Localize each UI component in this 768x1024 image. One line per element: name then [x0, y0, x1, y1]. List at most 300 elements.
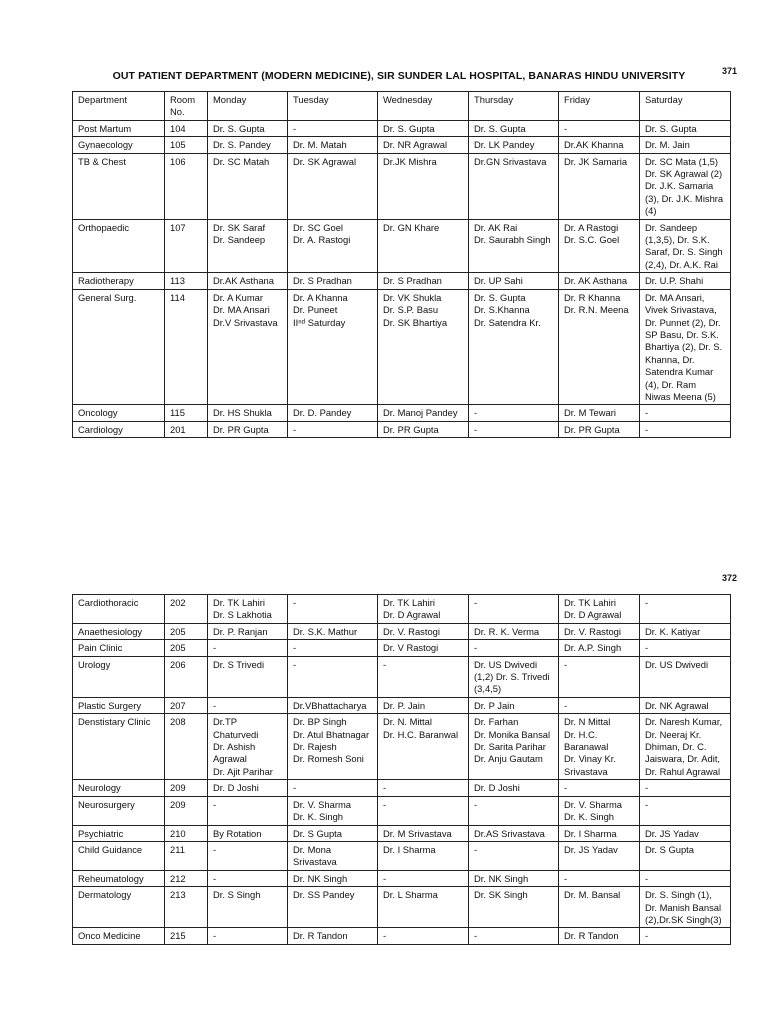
- cell-text: SP Basu, Dr. S.K.: [645, 328, 719, 340]
- cell-text: Cardiology: [78, 423, 123, 435]
- cell-text: -: [213, 930, 217, 942]
- cell-text: -: [645, 930, 649, 942]
- cell-text: Dr. N Mittal: [564, 716, 611, 728]
- cell-text: Friday: [564, 94, 591, 105]
- table-row: [73, 289, 731, 405]
- cell-wednesday: [378, 421, 469, 437]
- cell-tuesday: [288, 120, 378, 136]
- cell-wednesday: [378, 405, 469, 421]
- cell-friday: [559, 714, 640, 780]
- cell-tuesday: [288, 870, 378, 886]
- cell-text: Dr. NK Singh: [293, 872, 348, 884]
- cell-text: Dr. N. Mittal: [383, 716, 432, 728]
- cell-wednesday: [378, 273, 469, 289]
- cell-text: (2),Dr.SK Singh(3): [645, 913, 722, 925]
- cell-room: [165, 595, 208, 624]
- cell-text: (3), Dr. J.K. Mishra: [645, 192, 724, 204]
- cell-thursday: [469, 887, 559, 928]
- cell-department: [73, 870, 165, 886]
- cell-text: -: [293, 122, 297, 134]
- cell-text: Dr.VBhattacharya: [293, 699, 367, 711]
- cell-friday: [559, 825, 640, 841]
- cell-text: Reheumatology: [78, 872, 144, 884]
- cell-saturday: [640, 640, 731, 656]
- cell-text: Dr. Saurabh Singh: [474, 234, 551, 246]
- cell-monday: [208, 153, 288, 219]
- table-row: [73, 796, 731, 825]
- cell-text: Dr. VK Shukla: [383, 291, 442, 303]
- cell-text: Dr.V Srivastava: [213, 316, 278, 328]
- cell-wednesday: [378, 928, 469, 944]
- cell-thursday: [469, 796, 559, 825]
- cell-saturday: [640, 697, 731, 713]
- cell-department: [73, 405, 165, 421]
- cell-text: Dr. S.C. Goel: [564, 234, 620, 246]
- cell-room: [165, 623, 208, 639]
- table-row: [73, 623, 731, 639]
- cell-text: Dr. Sarita Parihar: [474, 741, 546, 753]
- cell-text: Dr. H.C. Baranwal: [383, 728, 459, 740]
- cell-text: -: [213, 843, 217, 855]
- cell-saturday: [640, 289, 731, 405]
- cell-text: Dr. SK Agrawal (2): [645, 168, 723, 180]
- cell-text: Dr. R Tandon: [564, 930, 619, 942]
- cell-text: Dr. US Dwivedi: [645, 658, 709, 670]
- cell-text: -: [564, 658, 568, 670]
- cell-tuesday: [288, 697, 378, 713]
- cell-text: Bhartiya (2), Dr. S.: [645, 341, 723, 353]
- cell-department: [73, 137, 165, 153]
- cell-text: Dr. V. Sharma: [293, 798, 352, 810]
- cell-text: Dr. NR Agrawal: [383, 139, 448, 151]
- cell-department: [73, 219, 165, 273]
- cell-thursday: [469, 841, 559, 870]
- cell-tuesday: [288, 421, 378, 437]
- table-row: [73, 273, 731, 289]
- cell-department: [73, 780, 165, 796]
- cell-text: Dr. Manish Bansal: [645, 901, 722, 913]
- cell-text: Dr. S. Gupta: [645, 122, 697, 134]
- table-row: [73, 841, 731, 870]
- cell-text: Dr. S Pradhan: [293, 275, 352, 287]
- cell-text: Dr. SC Matah: [213, 155, 270, 167]
- cell-text: Dr. Punnet (2), Dr.: [645, 316, 721, 328]
- cell-monday: [208, 137, 288, 153]
- cell-text: -: [474, 843, 478, 855]
- table-row: [73, 928, 731, 944]
- cell-room: [165, 405, 208, 421]
- cell-saturday: [640, 120, 731, 136]
- cell-friday: [559, 120, 640, 136]
- table-row: [73, 780, 731, 796]
- cell-text: Cardiothoracic: [78, 597, 139, 608]
- cell-text: Dr. M. Matah: [293, 139, 347, 151]
- cell-friday: [559, 656, 640, 697]
- cell-text: Tuesday: [293, 94, 329, 105]
- cell-monday: [208, 780, 288, 796]
- cell-text: Dr. Rahul Agrawal: [645, 765, 721, 777]
- cell-saturday: [640, 219, 731, 273]
- cell-friday: [559, 289, 640, 405]
- cell-department: [73, 421, 165, 437]
- cell-saturday: [640, 780, 731, 796]
- cell-text: -: [564, 872, 568, 884]
- table-row: [73, 219, 731, 273]
- cell-text: Dr. JS Yadav: [645, 827, 699, 839]
- cell-department: [73, 841, 165, 870]
- cell-department: [73, 623, 165, 639]
- cell-friday: [559, 421, 640, 437]
- cell-monday: [208, 421, 288, 437]
- cell-wednesday: [378, 841, 469, 870]
- cell-text: Dr. R Khanna: [564, 291, 621, 303]
- cell-text: Dr. R Tandon: [293, 930, 348, 942]
- cell-text: -: [645, 423, 649, 435]
- table-row: [73, 153, 731, 219]
- cell-room: [165, 870, 208, 886]
- cell-tuesday: [288, 714, 378, 780]
- cell-text: Oncology: [78, 407, 118, 419]
- cell-text: Dr. A Kumar: [213, 291, 264, 303]
- cell-text: Dr. D Agrawal: [383, 609, 441, 621]
- cell-text: Dr. D. Pandey: [293, 407, 352, 419]
- cell-tuesday: [288, 92, 378, 121]
- cell-text: Dr. LK Pandey: [474, 139, 535, 151]
- cell-text: -: [564, 122, 568, 134]
- cell-text: -: [474, 930, 478, 942]
- page-number-372: 372: [722, 573, 738, 583]
- cell-text: Dr. TK Lahiri: [564, 597, 616, 608]
- cell-monday: [208, 120, 288, 136]
- cell-text: -: [293, 597, 297, 608]
- cell-text: Dr. US Dwivedi: [474, 658, 538, 670]
- cell-text: Dr. JS Yadav: [564, 843, 618, 855]
- cell-department: [73, 289, 165, 405]
- cell-text: Dr. MA Ansari,: [645, 291, 705, 303]
- cell-text: Dr. S Pradhan: [383, 275, 442, 287]
- cell-saturday: [640, 870, 731, 886]
- cell-tuesday: [288, 405, 378, 421]
- cell-thursday: [469, 219, 559, 273]
- table-row: [73, 656, 731, 697]
- cell-room: [165, 841, 208, 870]
- cell-wednesday: [378, 137, 469, 153]
- cell-saturday: [640, 928, 731, 944]
- cell-text: Dr. D Joshi: [474, 782, 520, 794]
- cell-text: Dr.GN Srivastava: [474, 155, 547, 167]
- cell-monday: [208, 623, 288, 639]
- cell-text: Dr. I Sharma: [383, 843, 436, 855]
- cell-text: -: [213, 798, 217, 810]
- cell-text: Dr. P. Jain: [383, 699, 426, 711]
- cell-text: -: [474, 798, 478, 810]
- cell-saturday: [640, 153, 731, 219]
- cell-text: Jaiswara, Dr. Adit,: [645, 753, 721, 765]
- cell-text: 115: [170, 407, 185, 419]
- cell-text: -: [383, 782, 387, 794]
- cell-text: Plastic Surgery: [78, 699, 142, 711]
- cell-text: Dr. Satendra Kr.: [474, 316, 541, 328]
- cell-text: Dr. S Gupta: [645, 843, 694, 855]
- cell-text: Dr. D Joshi: [213, 782, 259, 794]
- cell-wednesday: [378, 289, 469, 405]
- cell-room: [165, 219, 208, 273]
- cell-text: Dr. K. Singh: [293, 811, 344, 823]
- cell-monday: [208, 273, 288, 289]
- cell-text: Dr. Neeraj Kr.: [645, 728, 702, 740]
- cell-text: Dr. S.K. Mathur: [293, 625, 358, 637]
- cell-room: [165, 887, 208, 928]
- cell-text: -: [293, 658, 297, 670]
- cell-text: Dr. NK Agrawal: [645, 699, 709, 711]
- cell-saturday: [640, 421, 731, 437]
- cell-thursday: [469, 780, 559, 796]
- cell-friday: [559, 697, 640, 713]
- cell-text: 215: [170, 930, 186, 942]
- cell-department: [73, 595, 165, 624]
- cell-text: Dr. JK Samaria: [564, 155, 628, 167]
- cell-text: Neurology: [78, 782, 121, 794]
- cell-wednesday: [378, 656, 469, 697]
- cell-text: 208: [170, 716, 186, 728]
- cell-text: Dr. P Jain: [474, 699, 515, 711]
- cell-text: Dr. Monika Bansal: [474, 728, 551, 740]
- opd-schedule-table-page-371: [72, 91, 731, 438]
- cell-saturday: [640, 405, 731, 421]
- cell-thursday: [469, 289, 559, 405]
- cell-friday: [559, 887, 640, 928]
- table-row: [73, 887, 731, 928]
- cell-monday: [208, 714, 288, 780]
- cell-text: Dr.TP: [213, 716, 237, 728]
- cell-text: IIⁿᵈ Saturday: [293, 316, 346, 328]
- cell-wednesday: [378, 796, 469, 825]
- cell-tuesday: [288, 780, 378, 796]
- cell-thursday: [469, 137, 559, 153]
- cell-wednesday: [378, 825, 469, 841]
- table-row: [73, 640, 731, 656]
- cell-thursday: [469, 870, 559, 886]
- cell-text: Dr. K. Singh: [564, 811, 615, 823]
- cell-text: Khanna, Dr.: [645, 353, 695, 365]
- cell-thursday: [469, 623, 559, 639]
- cell-text: (1,3,5), Dr. S.K.: [645, 234, 710, 246]
- cell-text: (3,4,5): [474, 683, 502, 695]
- table-row: [73, 714, 731, 780]
- cell-text: Saraf, Dr. S. Singh: [645, 246, 723, 258]
- cell-text: -: [383, 798, 387, 810]
- table-row: [73, 595, 731, 624]
- cell-monday: [208, 870, 288, 886]
- cell-room: [165, 120, 208, 136]
- cell-text: Dr. M Srivastava: [383, 827, 452, 839]
- cell-department: [73, 120, 165, 136]
- cell-saturday: [640, 841, 731, 870]
- cell-text: Dr. V. Sharma: [564, 798, 623, 810]
- cell-text: Dr. TK Lahiri: [213, 597, 265, 608]
- cell-text: Dr. D Agrawal: [564, 609, 622, 621]
- cell-text: Dr. SC Mata (1,5): [645, 155, 718, 167]
- cell-department: [73, 656, 165, 697]
- cell-saturday: [640, 137, 731, 153]
- cell-monday: [208, 92, 288, 121]
- cell-friday: [559, 841, 640, 870]
- cell-text: Dr. V Rastogi: [383, 642, 439, 654]
- table-row: [73, 405, 731, 421]
- cell-room: [165, 780, 208, 796]
- cell-department: [73, 92, 165, 121]
- cell-text: General Surg.: [78, 291, 137, 303]
- cell-friday: [559, 137, 640, 153]
- cell-text: Dr. Vinay Kr.: [564, 753, 616, 765]
- cell-text: -: [383, 658, 387, 670]
- cell-text: 212: [170, 872, 186, 884]
- cell-text: Monday: [213, 94, 247, 105]
- cell-room: [165, 137, 208, 153]
- cell-tuesday: [288, 928, 378, 944]
- cell-text: -: [293, 642, 297, 654]
- cell-saturday: [640, 92, 731, 121]
- cell-text: -: [474, 423, 478, 435]
- cell-tuesday: [288, 623, 378, 639]
- cell-text: Dr. Ashish: [213, 741, 256, 753]
- cell-text: Dr. S Gupta: [293, 827, 342, 839]
- cell-text: 206: [170, 658, 186, 670]
- cell-text: Dr. Ajit Parihar: [213, 765, 273, 777]
- table-row: [73, 825, 731, 841]
- cell-text: -: [213, 642, 217, 654]
- page-number-371: 371: [722, 66, 738, 76]
- document-title: OUT PATIENT DEPARTMENT (MODERN MEDICINE), SIR SUNDER LAL HOSPITAL, BANARAS HINDU UNIVERSITY: [112, 70, 686, 82]
- cell-text: Anaethesiology: [78, 625, 143, 637]
- cell-room: [165, 825, 208, 841]
- cell-thursday: [469, 928, 559, 944]
- cell-text: Wednesday: [383, 94, 433, 105]
- cell-room: [165, 796, 208, 825]
- cell-text: Dr. P. Ranjan: [213, 625, 268, 637]
- cell-text: Dr. S.Khanna: [474, 304, 530, 316]
- cell-text: 205: [170, 642, 186, 654]
- cell-text: -: [645, 872, 649, 884]
- cell-text: Post Martum: [78, 122, 132, 134]
- cell-text: Dr. Romesh Soni: [293, 753, 364, 765]
- cell-text: Dr. HS Shukla: [213, 407, 272, 419]
- cell-text: -: [645, 407, 649, 419]
- cell-text: Srivastava: [564, 765, 608, 777]
- cell-text: Dr. SK Bhartiya: [383, 316, 448, 328]
- cell-text: Chaturvedi: [213, 728, 259, 740]
- cell-text: Niwas Meena (5): [645, 390, 716, 402]
- table-row: [73, 137, 731, 153]
- cell-friday: [559, 595, 640, 624]
- table-row: [73, 870, 731, 886]
- cell-text: Orthopaedic: [78, 221, 130, 233]
- cell-friday: [559, 870, 640, 886]
- cell-text: -: [213, 872, 217, 884]
- cell-text: Dr. Sandeep: [213, 234, 266, 246]
- cell-text: Dr. AK Rai: [474, 221, 518, 233]
- cell-monday: [208, 825, 288, 841]
- cell-wednesday: [378, 153, 469, 219]
- cell-room: [165, 421, 208, 437]
- cell-text: 210: [170, 827, 186, 839]
- cell-thursday: [469, 714, 559, 780]
- cell-text: Dr. Puneet: [293, 304, 338, 316]
- cell-text: -: [645, 798, 649, 810]
- cell-text: Dr. M. Jain: [645, 139, 690, 151]
- cell-wednesday: [378, 714, 469, 780]
- cell-tuesday: [288, 289, 378, 405]
- cell-tuesday: [288, 825, 378, 841]
- cell-text: Dr. SK Saraf: [213, 221, 266, 233]
- cell-text: 205: [170, 625, 186, 637]
- cell-text: 207: [170, 699, 186, 711]
- cell-text: Dr. K. Katiyar: [645, 625, 701, 637]
- cell-text: 209: [170, 798, 186, 810]
- cell-text: Dhiman, Dr. C.: [645, 741, 707, 753]
- cell-text: Onco Medicine: [78, 930, 141, 942]
- cell-department: [73, 273, 165, 289]
- cell-text: Dermatology: [78, 889, 132, 901]
- cell-friday: [559, 405, 640, 421]
- cell-monday: [208, 640, 288, 656]
- cell-text: Dr. AK Asthana: [564, 275, 628, 287]
- cell-text: (2,4), Dr. A.K. Rai: [645, 258, 718, 270]
- cell-text: 106: [170, 155, 186, 167]
- cell-text: Dr. TK Lahiri: [383, 597, 435, 608]
- cell-wednesday: [378, 92, 469, 121]
- cell-thursday: [469, 421, 559, 437]
- cell-tuesday: [288, 137, 378, 153]
- cell-text: Baranawal: [564, 741, 609, 753]
- cell-text: Dr. R.N. Meena: [564, 304, 629, 316]
- cell-text: Dr. Mona: [293, 843, 332, 855]
- cell-thursday: [469, 405, 559, 421]
- cell-monday: [208, 796, 288, 825]
- cell-thursday: [469, 825, 559, 841]
- cell-tuesday: [288, 595, 378, 624]
- cell-text: -: [645, 642, 649, 654]
- cell-text: 211: [170, 843, 185, 855]
- cell-text: (4): [645, 205, 657, 217]
- cell-text: Dr. Rajesh: [293, 741, 337, 753]
- cell-wednesday: [378, 219, 469, 273]
- cell-text: -: [213, 699, 217, 711]
- cell-text: Dr. PR Gupta: [213, 423, 269, 435]
- cell-monday: [208, 595, 288, 624]
- cell-text: Dr. A Rastogi: [564, 221, 619, 233]
- cell-room: [165, 656, 208, 697]
- cell-room: [165, 697, 208, 713]
- cell-text: Dr. S. Pandey: [213, 139, 271, 151]
- cell-text: Dr. SC Goel: [293, 221, 344, 233]
- cell-text: Dr. SK Singh: [474, 889, 528, 901]
- cell-text: Dr. V. Rastogi: [564, 625, 621, 637]
- cell-text: Vivek Srivastava,: [645, 304, 717, 316]
- cell-monday: [208, 841, 288, 870]
- opd-schedule-table-page-372: [72, 594, 731, 945]
- cell-text: 113: [170, 275, 185, 287]
- cell-text: Neurosurgery: [78, 798, 135, 810]
- cell-text: Dr. A. Rastogi: [293, 234, 351, 246]
- cell-text: Dr. H.C.: [564, 728, 598, 740]
- cell-monday: [208, 697, 288, 713]
- cell-text: Agrawal: [213, 753, 247, 765]
- cell-text: Dr.AK Asthana: [213, 275, 274, 287]
- cell-saturday: [640, 656, 731, 697]
- cell-text: 201: [170, 423, 186, 435]
- cell-text: Dr. M. Bansal: [564, 889, 621, 901]
